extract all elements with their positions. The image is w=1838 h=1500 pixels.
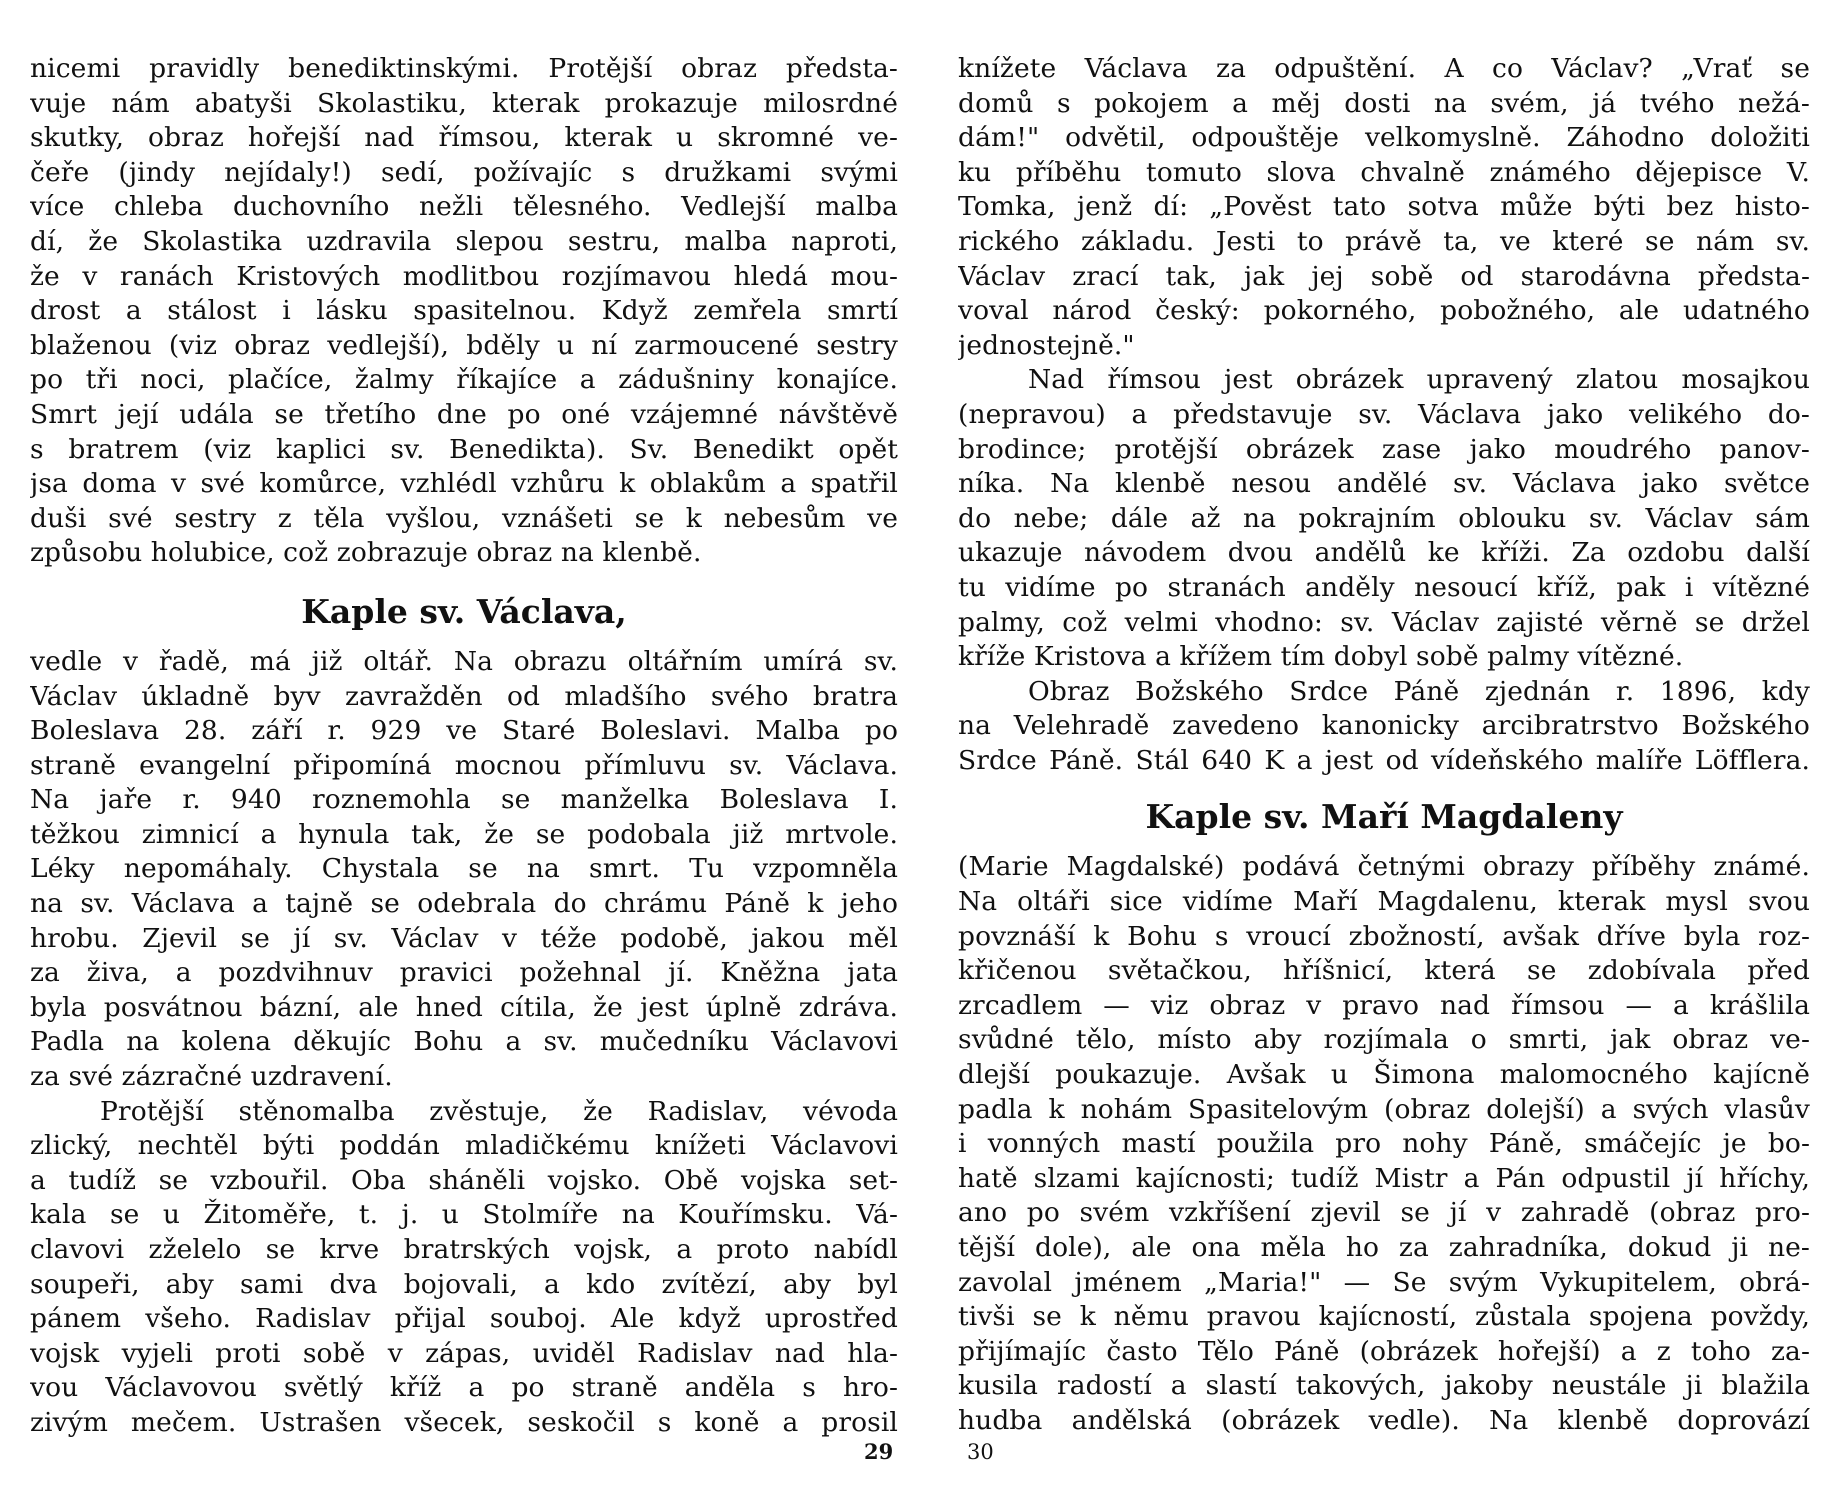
- text-line: byla posvátnou bázní, ale hned cítila, že jest úplně zdráva.: [30, 991, 898, 1023]
- left-page: [30, 52, 898, 1441]
- text-line: padla k nohám Spasitelovým (obraz dolejší) a svých vlasův: [958, 1093, 1810, 1125]
- text-line: Václav úkladně byv zavražděn od mladšího svého bratra: [30, 680, 898, 712]
- text-line: hatě slzami kajícnosti; tudíž Mistr a Pán odpustil jí hříchy,: [958, 1162, 1810, 1194]
- text-line: Boleslava 28. září r. 929 ve Staré Boleslavi. Malba po: [30, 715, 898, 747]
- right-page: [958, 52, 1810, 1439]
- page-number: 30: [967, 1440, 994, 1464]
- text-line: palmy, což velmi vhodno: sv. Václav zajisté věrně se držel: [958, 606, 1810, 638]
- text-line: dí, že Skolastika uzdravila slepou sestru, malba naproti,: [30, 225, 898, 257]
- text-line: tivši se k němu pravou kajícností, zůstala spojena povždy,: [958, 1301, 1810, 1333]
- text-line: dlejší poukazuje. Avšak u Šimona malomocného kajícně: [958, 1059, 1810, 1091]
- text-line: kusila radostí a slastí takových, jakoby neustále ji blažila: [958, 1370, 1810, 1402]
- text-line: zivým mečem. Ustrašen všecek, seskočil s koně a prosil: [30, 1406, 898, 1438]
- text-line: brodince; protější obrázek zase jako moudrého panov-: [958, 433, 1810, 465]
- text-line: Protější stěnomalba zvěstuje, že Radislav, vévoda: [100, 1095, 898, 1127]
- text-line: čeře (jindy nejídaly!) sedí, požívajíc s družkami svými: [30, 156, 898, 188]
- text-line: s bratrem (viz kaplici sv. Benedikta). Sv. Benedikt opět: [30, 433, 898, 465]
- text-line: po tři noci, plačíce, žalmy říkajíce a zádušniny konajíce.: [30, 364, 898, 396]
- text-line: kříže Kristova a křížem tím dobyl sobě palmy vítězné.: [958, 641, 1684, 673]
- text-line: Obraz Božského Srdce Páně zjednán r. 1896, kdy: [1028, 675, 1810, 707]
- text-line: a tudíž se vzbouřil. Oba sháněli vojsko. Obě vojska set-: [30, 1164, 898, 1196]
- text-line: zlický, nechtěl býti poddán mladičkému knížeti Václavovi: [30, 1130, 898, 1162]
- text-line: tější dole), ale ona měla ho za zahradníka, dokud ji ne-: [958, 1232, 1810, 1263]
- text-line: nicemi pravidly benediktinskými. Protější obraz předsta-: [30, 53, 898, 84]
- text-line: ukazuje návodem dvou andělů ke kříži. Za ozdobu další: [958, 537, 1810, 569]
- text-line: ano po svém vzkříšení zjevil se jí v zahradě (obraz pro-: [958, 1197, 1810, 1229]
- text-line: pánem všeho. Radislav přijal souboj. Ale když uprostřed: [30, 1303, 898, 1335]
- text-line: dám!" odvětil, odpouštěje velkomyslně. Záhodno doložiti: [958, 122, 1810, 154]
- text-line: jednostejně.": [958, 329, 1135, 361]
- text-line: zavolal jménem „Maria!" — Se svým Vykupitelem, obrá-: [958, 1266, 1810, 1298]
- paragraph: [958, 363, 1810, 674]
- text-line: skutky, obraz hořejší nad římsou, kterak u skromné ve-: [30, 122, 898, 154]
- text-line: Na oltáři sice vidíme Maří Magdalenu, kterak mysl svou: [958, 886, 1810, 918]
- text-line: Václav zrací tak, jak jej sobě od starodávna předsta-: [958, 260, 1810, 292]
- text-line: za své zázračné uzdravení.: [30, 1061, 393, 1093]
- paragraph: [958, 675, 1810, 779]
- text-line: Srdce Páně. Stál 640 K a jest od vídeňského malíře Löfflera.: [958, 744, 1810, 776]
- text-line: jsa doma v své komůrce, vzhlédl vzhůru k oblakům a spatřil: [30, 468, 898, 500]
- paragraph: [958, 850, 1810, 1438]
- text-line: vou Václavovou světlý kříž a po straně anděla s hro-: [30, 1372, 898, 1404]
- text-line: knížete Václava za odpuštění. A co Václav? „Vrať se: [958, 53, 1810, 84]
- text-line: přijímajíc často Tělo Páně (obrázek hořejší) a z toho za-: [958, 1335, 1810, 1367]
- text-line: i vonných mastí použila pro nohy Páně, smáčejíc je bo-: [958, 1128, 1810, 1160]
- text-line: Na jaře r. 940 roznemohla se manželka Boleslava I.: [30, 784, 898, 816]
- text-line: rického základu. Jesti to právě ta, ve které se nám sv.: [958, 225, 1810, 257]
- text-line: hudba andělská (obrázek vedle). Na klenbě doprovází: [958, 1404, 1810, 1436]
- text-line: straně evangelní připomíná mocnou přímluvu sv. Václava.: [30, 749, 898, 781]
- paragraph: [30, 645, 898, 1095]
- text-line: clavovi zželelo se krve bratrských vojsk, a proto nabídl: [30, 1234, 898, 1265]
- paragraph: [30, 52, 898, 571]
- text-line: křičenou světačkou, hříšnicí, která se zdobívala před: [958, 955, 1810, 987]
- text-line: na Velehradě zavedeno kanonicky arcibratrstvo Božského: [958, 710, 1810, 742]
- text-line: ku příběhu tomuto slova chvalně známého dějepisce V.: [958, 156, 1810, 188]
- paragraph: [30, 1095, 898, 1441]
- text-line: povznáší k Bohu s vroucí zbožností, avšak dříve byla roz-: [958, 920, 1810, 952]
- text-line: za živa, a pozdvihnuv pravici požehnal jí. Kněžna jata: [30, 957, 898, 989]
- text-line: že v ranách Kristových modlitbou rozjímavou hledá mou-: [30, 260, 898, 292]
- text-line: svůdné tělo, místo aby rozjímala o smrti, jak obraz ve-: [958, 1024, 1810, 1056]
- text-line: Léky nepomáhaly. Chystala se na smrt. Tu vzpomněla: [30, 853, 898, 885]
- text-line: tu vidíme po stranách anděly nesoucí kříž, pak i vítězné: [958, 571, 1810, 603]
- text-line: těžkou zimnicí a hynula tak, že se podobala již mrtvole.: [30, 818, 898, 850]
- text-line: Smrt její udála se třetího dne po oné vzájemné návštěvě: [30, 398, 898, 430]
- text-line: Tomka, jenž dí: „Pověst tato sotva může býti bez histo-: [958, 191, 1810, 223]
- section-heading: Kaple sv. Václava,: [301, 591, 627, 631]
- paragraph: [958, 52, 1810, 363]
- text-line: duši své sestry z těla vyšlou, vznášeti se k nebesům ve: [30, 502, 898, 534]
- text-line: více chleba duchovního nežli tělesného. Vedlejší malba: [30, 191, 898, 223]
- text-line: do nebe; dále až na pokrajním oblouku sv. Václav sám: [958, 502, 1810, 534]
- text-line: zrcadlem — viz obraz v pravo nad římsou — a krášlila: [958, 989, 1810, 1021]
- page-number: 29: [864, 1439, 894, 1464]
- text-line: blaženou (viz obraz vedlejší), bděly u ní zarmoucené sestry: [30, 329, 898, 361]
- text-line: (nepravou) a představuje sv. Václava jako velikého do-: [958, 398, 1810, 430]
- text-line: níka. Na klenbě nesou andělé sv. Václava jako světce: [958, 468, 1810, 500]
- text-line: drost a stálost i lásku spasitelnou. Když zemřela smrtí: [30, 295, 898, 327]
- text-line: hrobu. Zjevil se jí sv. Václav v téže podobě, jakou měl: [30, 922, 898, 954]
- text-line: domů s pokojem a měj dosti na svém, já tvého nežá-: [958, 87, 1810, 119]
- section-heading: Kaple sv. Maří Magdaleny: [1145, 797, 1623, 837]
- text-line: kala se u Žitoměře, t. j. u Stolmíře na Kouřímsku. Vá-: [30, 1199, 898, 1231]
- text-line: Padla na kolena děkujíc Bohu a sv. mučedníku Václavovi: [30, 1026, 898, 1058]
- text-line: na sv. Václava a tajně se odebrala do chrámu Páně k jeho: [30, 888, 898, 920]
- text-line: voval národ český: pokorného, pobožného, ale udatného: [958, 295, 1810, 327]
- text-line: (Marie Magdalské) podává četnými obrazy příběhy známé.: [958, 851, 1810, 883]
- text-line: Nad římsou jest obrázek upravený zlatou mosajkou: [1028, 364, 1810, 396]
- text-line: způsobu holubice, což zobrazuje obraz na klenbě.: [30, 537, 702, 569]
- text-line: vuje nám abatyši Skolastiku, kterak prokazuje milosrdné: [30, 87, 898, 119]
- text-line: soupeři, aby sami dva bojovali, a kdo zvítězí, aby byl: [30, 1268, 898, 1300]
- text-line: vojsk vyjeli proti sobě v zápas, uviděl Radislav nad hla-: [30, 1337, 898, 1369]
- text-line: vedle v řadě, má již oltář. Na obrazu oltářním umírá sv.: [30, 645, 898, 677]
